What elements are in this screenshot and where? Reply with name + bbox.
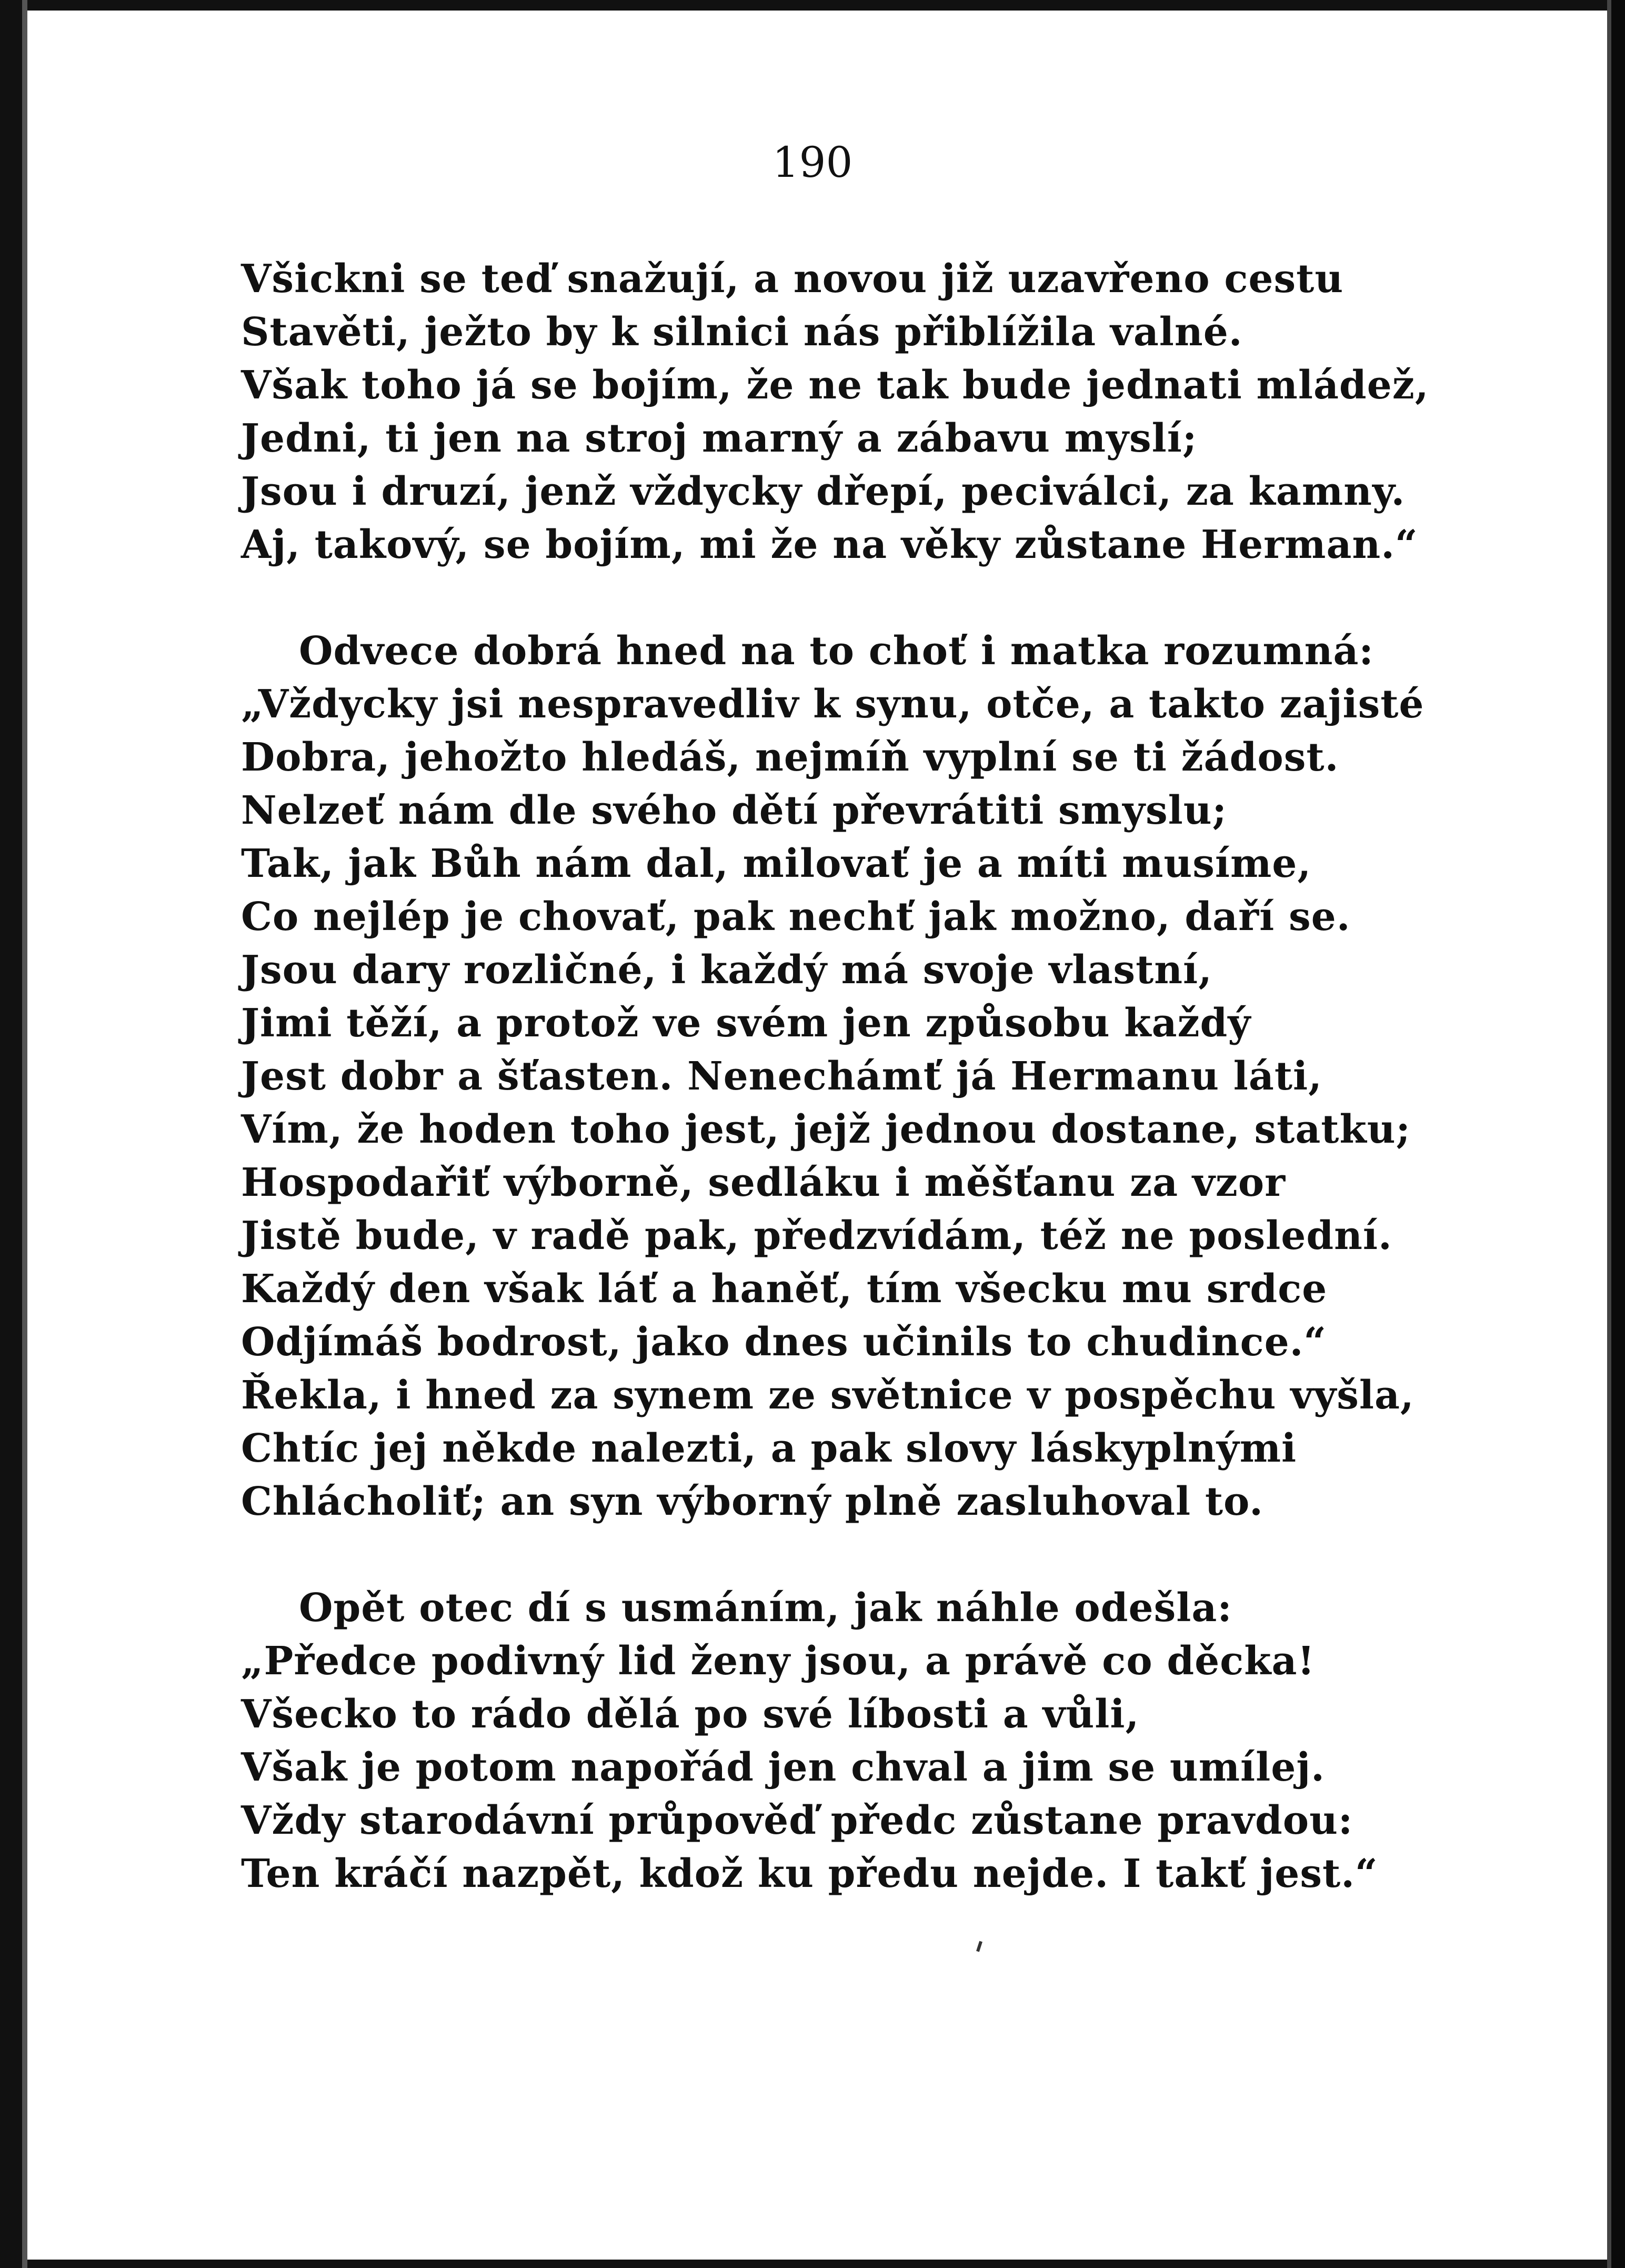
- verse-line: „Vždycky jsi nespravedliv k synu, otče, a takto zajisté: [241, 682, 1425, 727]
- verse-line: Jistě bude, v radě pak, předzvídám, též ne poslední.: [241, 1213, 1392, 1258]
- verse-line: Co nejlép je chovať, pak nechť jak možno, daří se.: [241, 894, 1351, 940]
- stanza-1: [241, 253, 1541, 572]
- verse-line: Aj, takový, se bojím, mi že na věky zůstane Herman.“: [241, 522, 1418, 567]
- verse-line: Každý den však láť a haněť, tím všecku mu srdce: [241, 1266, 1328, 1312]
- verse-line: Odjímáš bodrost, jako dnes učinils to chudince.“: [241, 1320, 1327, 1365]
- verse-line: Stavěti, ježto by k silnici nás přiblížila valné.: [241, 309, 1243, 355]
- verse-line: Všecko to rádo dělá po své líbosti a vůli,: [241, 1692, 1140, 1737]
- verse-line: Dobra, jehožto hledáš, nejmíň vyplní se ti žádost.: [241, 735, 1339, 780]
- scan-border-bottom: [0, 2260, 1625, 2268]
- verse-line: Jedni, ti jen na stroj marný a zábavu myslí;: [241, 416, 1198, 461]
- verse-line: Však je potom napořád jen chval a jim se umílej.: [241, 1745, 1325, 1790]
- poem-text: [241, 253, 1541, 1901]
- verse-line: Jsou i druzí, jenž vždycky dřepí, peciválci, za kamny.: [241, 469, 1406, 514]
- page-number: 190: [772, 138, 853, 187]
- verse-line: „Předce podivný lid ženy jsou, a právě co děcka!: [241, 1638, 1315, 1684]
- verse-line: Chtíc jej někde nalezti, a pak slovy láskyplnými: [241, 1426, 1297, 1471]
- verse-line: Jest dobr a šťasten. Nenechámť já Hermanu láti,: [241, 1054, 1322, 1099]
- verse-line: Ten kráčí nazpět, kdož ku předu nejde. I takť jest.“: [241, 1851, 1378, 1896]
- stanza-2: [241, 625, 1541, 1528]
- scan-border-right: [1611, 0, 1625, 2268]
- verse-line: Jsou dary rozličné, i každý má svoje vlastní,: [241, 947, 1212, 993]
- scan-border-left: [0, 0, 22, 2268]
- verse-line: Nelzeť nám dle svého dětí převrátiti smyslu;: [241, 788, 1227, 833]
- verse-line: Tak, jak Bůh nám dal, milovať je a míti musíme,: [241, 841, 1312, 886]
- verse-line: Hospodařiť výborně, sedláku i měšťanu za vzor: [241, 1160, 1286, 1205]
- verse-line: Vím, že hoden toho jest, jejž jednou dostane, statku;: [241, 1107, 1411, 1152]
- verse-line: Řekla, i hned za synem ze světnice v pospěchu vyšla,: [241, 1373, 1415, 1418]
- scan-border-right-shadow: [1607, 0, 1611, 2268]
- verse-line: Všickni se teď snažují, a novou již uzavřeno cestu: [241, 256, 1344, 302]
- verse-line: Však toho já se bojím, že ne tak bude jednati mládež,: [241, 363, 1429, 408]
- scan-border-left-shadow: [22, 0, 27, 2268]
- ink-speck: [976, 1941, 982, 1952]
- stanza-3: [241, 1582, 1541, 1901]
- verse-line-indented: Opět otec dí s usmáním, jak náhle odešla:: [299, 1585, 1232, 1631]
- verse-line: Vždy starodávní průpověď předc zůstane pravdou:: [241, 1798, 1353, 1843]
- scan-border-top: [0, 0, 1625, 11]
- verse-line: Jimi těží, a protož ve svém jen způsobu každý: [241, 1001, 1251, 1046]
- verse-line: Chlácholiť; an syn výborný plně zasluhoval to.: [241, 1479, 1263, 1524]
- verse-line-indented: Odvece dobrá hned na to choť i matka rozumná:: [299, 628, 1374, 674]
